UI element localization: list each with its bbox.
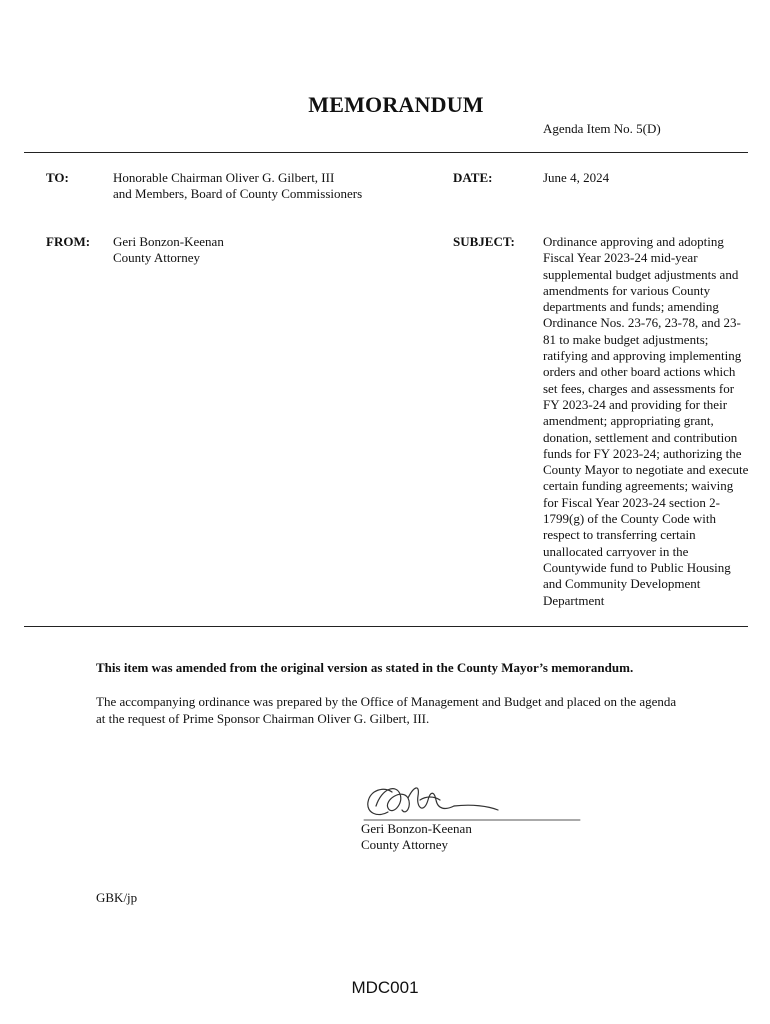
to-label: TO:	[46, 170, 69, 185]
subject-line: certain funding agreements; waiving	[543, 478, 734, 494]
agenda-item-number: Agenda Item No. 5(D)	[543, 121, 661, 136]
subject-line: and Community Development	[543, 576, 701, 592]
subject-line: FY 2023-24 and providing for their	[543, 396, 728, 412]
subject-line: Ordinance approving and adopting	[543, 234, 724, 249]
from-line: Geri Bonzon-Keenan	[113, 234, 224, 249]
subject-line: set fees, charges and assessments for	[543, 380, 735, 396]
subject-text	[543, 234, 765, 609]
subject-line: amendments for various County	[543, 282, 711, 298]
from-label: FROM:	[46, 234, 91, 249]
handwritten-signature	[362, 780, 584, 824]
subject-line: Department	[543, 592, 605, 608]
subject-line: funds for FY 2023-24; authorizing the	[543, 445, 742, 461]
date-label: DATE:	[453, 170, 493, 185]
date-value: June 4, 2024	[543, 170, 610, 185]
typist-initials: GBK/jp	[96, 890, 138, 905]
subject-line: Ordinance Nos. 23-76, 23-78, and 23-	[543, 315, 741, 331]
to-line: and Members, Board of County Commissioners	[113, 186, 363, 202]
subject-line: departments and funds; amending	[543, 299, 719, 315]
top-divider	[24, 152, 748, 153]
subject-line: respect to transferring certain	[543, 527, 696, 543]
to-recipients	[113, 170, 362, 203]
amended-note: This item was amended from the original version as stated in the County Mayor’s memorandum.	[96, 660, 634, 675]
memo-title: MEMORANDUM	[308, 92, 484, 117]
subject-line: 1799(g) of the County Code with	[543, 511, 716, 527]
subject-line: ratifying and approving implementing	[543, 348, 742, 364]
signatory-name: Geri Bonzon-Keenan	[361, 821, 472, 836]
signatory-title: County Attorney	[361, 837, 449, 852]
to-line: Honorable Chairman Oliver G. Gilbert, III	[113, 170, 335, 185]
subject-line: amendment; appropriating grant,	[543, 413, 714, 429]
from-sender	[113, 234, 224, 267]
subject-line: unallocated carryover in the	[543, 543, 689, 559]
subject-label: SUBJECT:	[453, 234, 515, 249]
subject-line: donation, settlement and contribution	[543, 429, 738, 445]
subject-line: orders and other board actions which	[543, 364, 736, 380]
page-footer-code: MDC001	[351, 978, 419, 997]
subject-line: supplemental budget adjustments and	[543, 266, 739, 282]
subject-line: County Mayor to negotiate and execute	[543, 462, 749, 478]
subject-line: Countywide fund to Public Housing	[543, 559, 731, 575]
body-paragraph	[96, 694, 736, 727]
signatory-block	[361, 821, 472, 853]
subject-line: 81 to make budget adjustments;	[543, 331, 709, 347]
bottom-divider	[24, 626, 748, 627]
subject-line: for Fiscal Year 2023-24 section 2-	[543, 494, 720, 510]
paragraph-line: The accompanying ordinance was prepared by the Office of Management and Budget and placed on the agenda	[96, 694, 677, 709]
paragraph-line: at the request of Prime Sponsor Chairman Oliver G. Gilbert, III.	[96, 710, 430, 726]
subject-line: Fiscal Year 2023-24 mid-year	[543, 250, 698, 266]
from-line: County Attorney	[113, 250, 201, 266]
